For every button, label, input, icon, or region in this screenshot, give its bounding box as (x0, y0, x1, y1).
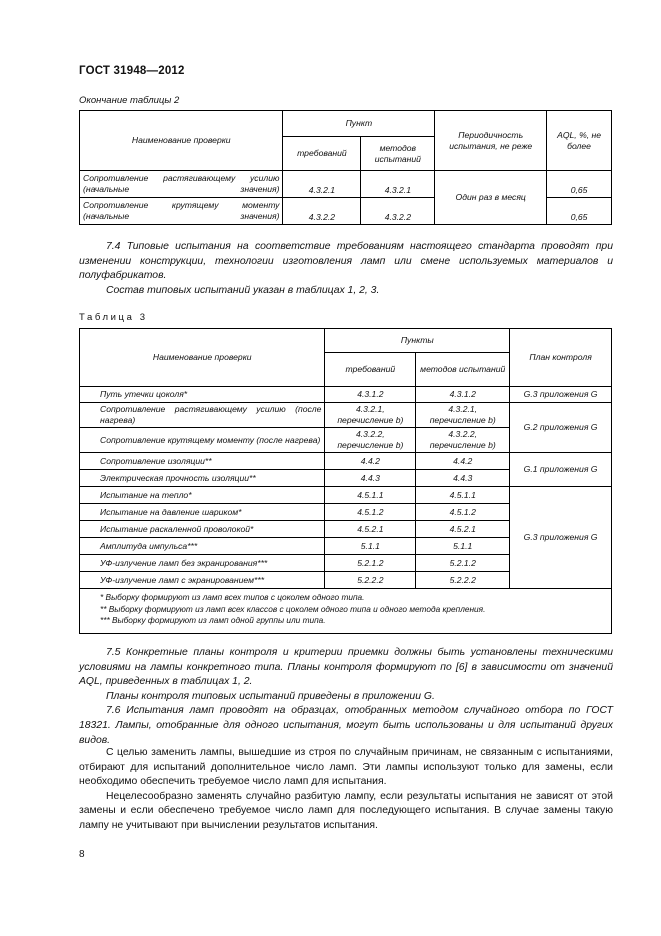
document-header: ГОСТ 31948—2012 (79, 65, 185, 77)
table2-head-req: требований (283, 137, 361, 171)
paragraph-7-4: 7.4 Типовые испытания на соответствие требованиям настоящего стандарта проводят при изменении конструкции, технологии изготовления ламп или смене используемых материалов и полуфабрикатов. (79, 241, 613, 282)
table3-row-name: Испытание на тепло* (80, 487, 325, 504)
footnote: ** Выборку формируют из ламп всех классов с цоколем одного типа и одного метода крепления. (100, 603, 486, 614)
table3-row-method: 4.3.2.2, перечисление b) (416, 428, 510, 453)
table3-row-method: 4.4.3 (416, 470, 510, 487)
table2-head-aql: AQL, %, не более (547, 111, 612, 171)
table3 (79, 328, 612, 634)
table3-plan: G.3 приложения G (510, 487, 612, 589)
table3-head-method: методов испытаний (416, 353, 510, 387)
table2 (79, 110, 612, 225)
table2-caption: Окончание таблицы 2 (79, 95, 180, 106)
table3-row-req: 4.4.2 (325, 453, 416, 470)
table3-row-req: 5.2.2.2 (325, 572, 416, 589)
table3-row-name: УФ-излучение ламп с экранированием*** (80, 572, 325, 589)
footnote: *** Выборку формируют из ламп одной группы или типа. (100, 615, 326, 625)
page-number: 8 (79, 849, 85, 860)
paragraph-7-5: 7.5 Конкретные планы контроля и критерии приемки должны быть установлены техническими условиями на лампы конкретного типа. Планы контроля формируют по [6] в зависимости от значений AQL, приведенных в таблицах 1, 2. (79, 647, 613, 688)
table3-row-name: Амплитуда импульса*** (80, 538, 325, 555)
table3-row-method: 4.3.2.1, перечисление b) (416, 403, 510, 428)
table3-row-name: Сопротивление растягивающему усилию (после нагрева) (80, 403, 325, 428)
table3-row-name: Испытание раскаленной проволокой* (80, 521, 325, 538)
table3-plan: G.2 приложения G (510, 403, 612, 453)
section-7-4 (79, 240, 613, 298)
table2-row-name: Сопротивление растягивающему усилию (начальные значения) (80, 171, 283, 198)
table3-row-method: 4.3.1.2 (416, 387, 510, 403)
table3-row-req: 4.3.2.2, перечисление b) (325, 428, 416, 453)
table3-footnotes (80, 589, 612, 634)
table3-plan: G.3 приложения G (510, 387, 612, 403)
table2-head-name: Наименование проверки (80, 111, 283, 171)
table2-head-method: методов испытаний (361, 137, 435, 171)
table3-head-punkty: Пункты (325, 329, 510, 353)
table3-row-name: Путь утечки цоколя* (80, 387, 325, 403)
table3-row-req: 4.5.2.1 (325, 521, 416, 538)
table3-head-name: Наименование проверки (80, 329, 325, 387)
table2-head-punkt: Пункт (283, 111, 435, 137)
table2-row-aql: 0,65 (547, 198, 612, 225)
table2-row-req: 4.3.2.2 (283, 198, 361, 225)
table3-row-req: 5.1.1 (325, 538, 416, 555)
table3-row-req: 4.4.3 (325, 470, 416, 487)
table3-head-req: требований (325, 353, 416, 387)
table3-row-name: УФ-излучение ламп без экранирования*** (80, 555, 325, 572)
table2-row-method: 4.3.2.2 (361, 198, 435, 225)
paragraph-replacement: С целью заменить лампы, вышедшие из строя по случайным причинам, не связанным с испытаниями, отбирают для испытаний дополнительное число ламп. Эти лампы используют только для замены, если необходимо обеспечить требуемое число ламп для испытания. (79, 747, 613, 788)
table3-row-method: 5.2.2.2 (416, 572, 510, 589)
table2-row-name: Сопротивление крутящему моменту (начальные значения) (80, 198, 283, 225)
table3-row-method: 5.2.1.2 (416, 555, 510, 572)
table3-row-req: 4.3.1.2 (325, 387, 416, 403)
table3-row-req: 4.5.1.1 (325, 487, 416, 504)
paragraph-broken-lamp: Нецелесообразно заменять случайно разбитую лампу, если результаты испытания не зависят от этой замены и если обеспечено требуемое число ламп для последующего испытания. В случае замены такую лампу не учитывают при вычислении результатов испытания. (79, 790, 613, 831)
table2-row-req: 4.3.2.1 (283, 171, 361, 198)
table2-period-value: Один раз в месяц (435, 171, 547, 225)
table3-row-req: 4.5.1.2 (325, 504, 416, 521)
section-7-5 (79, 646, 613, 748)
table3-plan: G.1 приложения G (510, 453, 612, 487)
section-replacement (79, 746, 613, 834)
paragraph-table-composition: Состав типовых испытаний указан в таблицах 1, 2, 3. (106, 284, 380, 296)
table2-row-method: 4.3.2.1 (361, 171, 435, 198)
table3-row-req: 5.2.1.2 (325, 555, 416, 572)
table3-row-name: Испытание на давление шариком* (80, 504, 325, 521)
table3-row-name: Сопротивление крутящему моменту (после нагрева) (80, 428, 325, 453)
table3-row-method: 4.5.1.1 (416, 487, 510, 504)
table3-row-method: 4.5.1.2 (416, 504, 510, 521)
table3-row-name: Сопротивление изоляции** (80, 453, 325, 470)
table3-row-method: 4.4.2 (416, 453, 510, 470)
paragraph-7-6: 7.6 Испытания ламп проводят на образцах, отобранных методом случайного отбора по ГОСТ 18321. Лампы, отобранные для одного испытания, могут быть использованы и для испытаний других видов. (79, 705, 613, 746)
table2-row-aql: 0,65 (547, 171, 612, 198)
table2-head-period: Периодичность испытания, не реже (435, 111, 547, 171)
table3-row-req: 4.3.2.1, перечисление b) (325, 403, 416, 428)
table3-head-plan: План контроля (510, 329, 612, 387)
footnote: * Выборку формируют из ламп всех типов с цоколем одного типа. (100, 592, 365, 602)
paragraph-plans-appendix: Планы контроля типовых испытаний приведены в приложении G. (106, 690, 435, 702)
table3-row-method: 4.5.2.1 (416, 521, 510, 538)
table3-row-name: Электрическая прочность изоляции** (80, 470, 325, 487)
table3-caption: Таблица 3 (79, 312, 148, 323)
table3-row-method: 5.1.1 (416, 538, 510, 555)
